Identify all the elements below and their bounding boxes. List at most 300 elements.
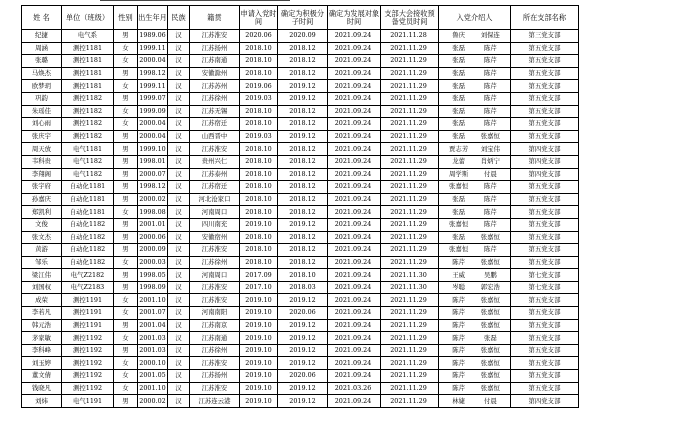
cell-name: 李科峰 xyxy=(22,344,62,357)
cell-probationary-date: 2021.11.29 xyxy=(381,67,439,80)
cell-gender: 女 xyxy=(114,256,138,269)
cell-activist-date: 2019.12 xyxy=(278,332,328,345)
cell-candidate-date: 2021.09.24 xyxy=(328,281,381,294)
cell-introducers xyxy=(439,281,511,294)
cell-apply-date: 2019.10 xyxy=(240,382,278,395)
cell-name: 巩韵 xyxy=(22,92,62,105)
cell-hometown: 江苏宿迁 xyxy=(190,181,240,194)
cell-hometown: 江苏南京 xyxy=(190,319,240,332)
cell-candidate-date: 2021.09.24 xyxy=(328,256,381,269)
cell-probationary-date: 2021.11.29 xyxy=(381,357,439,370)
cell-apply-date: 2018.10 xyxy=(240,118,278,131)
cell-activist-date: 2018.12 xyxy=(278,244,328,257)
cell-hometown: 江苏徐州 xyxy=(190,344,240,357)
table-row xyxy=(22,231,579,244)
cell-birth: 2000.06 xyxy=(138,231,168,244)
header-introducers: 入党介绍人 xyxy=(439,6,511,30)
cell-ethnicity: 汉 xyxy=(168,143,190,156)
cell-birth: 2001.05 xyxy=(138,370,168,383)
header-hometown: 籍贯 xyxy=(190,6,240,30)
cell-hometown: 江苏宿迁 xyxy=(190,118,240,131)
cell-branch: 第五党支部 xyxy=(511,244,579,257)
cell-unit: 自动化1182 xyxy=(62,256,114,269)
table-row xyxy=(22,80,579,93)
cell-apply-date: 2018.10 xyxy=(240,143,278,156)
cell-candidate-date: 2021.09.24 xyxy=(328,67,381,80)
cell-apply-date: 2020.06 xyxy=(240,30,278,43)
introducer-2: 陈芹 xyxy=(483,43,497,52)
cell-branch: 第五党支部 xyxy=(511,80,579,93)
cell-name: 韦科贵 xyxy=(22,155,62,168)
cell-ethnicity: 汉 xyxy=(168,80,190,93)
cell-candidate-date: 2021.09.24 xyxy=(328,395,381,408)
cell-name: 孙嘉庆 xyxy=(22,193,62,206)
cell-gender: 男 xyxy=(114,319,138,332)
cell-apply-date: 2018.10 xyxy=(240,155,278,168)
cell-name: 郑凯利 xyxy=(22,206,62,219)
cell-probationary-date: 2021.11.29 xyxy=(381,80,439,93)
table-row xyxy=(22,395,579,408)
cell-gender: 男 xyxy=(114,143,138,156)
cell-introducers xyxy=(439,256,511,269)
table-row xyxy=(22,244,579,257)
cell-candidate-date: 2021.09.24 xyxy=(328,218,381,231)
cell-birth: 1998.12 xyxy=(138,181,168,194)
cell-activist-date: 2020.06 xyxy=(278,307,328,320)
cell-candidate-date: 2021.09.24 xyxy=(328,193,381,206)
cell-hometown: 江苏淮安 xyxy=(190,382,240,395)
cell-apply-date: 2018.10 xyxy=(240,231,278,244)
cell-branch: 第五党支部 xyxy=(511,307,579,320)
cell-introducers xyxy=(439,244,511,257)
cell-birth: 2001.04 xyxy=(138,319,168,332)
cell-branch: 第五党支部 xyxy=(511,319,579,332)
cell-ethnicity: 汉 xyxy=(168,382,190,395)
cell-candidate-date: 2021.09.24 xyxy=(328,231,381,244)
cell-introducers xyxy=(439,319,511,332)
cell-ethnicity: 汉 xyxy=(168,118,190,131)
cell-gender: 女 xyxy=(114,294,138,307)
cell-probationary-date: 2021.11.29 xyxy=(381,206,439,219)
cell-name: 文俊 xyxy=(22,218,62,231)
cell-birth: 2001.03 xyxy=(138,344,168,357)
cell-apply-date: 2018.10 xyxy=(240,181,278,194)
cell-gender: 女 xyxy=(114,206,138,219)
cell-probationary-date: 2021.11.29 xyxy=(381,55,439,68)
cell-unit: 测控1181 xyxy=(62,80,114,93)
cell-candidate-date: 2021.09.24 xyxy=(328,344,381,357)
introducer-2: 陈芹 xyxy=(483,106,497,115)
cell-activist-date: 2018.12 xyxy=(278,231,328,244)
header-row xyxy=(22,6,579,30)
cell-introducers xyxy=(439,357,511,370)
cell-apply-date: 2019.10 xyxy=(240,307,278,320)
cell-apply-date: 2019.03 xyxy=(240,92,278,105)
cell-birth: 2001.10 xyxy=(138,382,168,395)
header-probationary-date: 支部大会接收预备党员时间 xyxy=(381,6,439,30)
cell-probationary-date: 2021.11.29 xyxy=(381,307,439,320)
cell-probationary-date: 2021.11.29 xyxy=(381,168,439,181)
table-row xyxy=(22,155,579,168)
cell-probationary-date: 2021.11.29 xyxy=(381,231,439,244)
cell-unit: 电气1182 xyxy=(62,155,114,168)
introducer-2: 张嘉恒 xyxy=(480,257,500,266)
table-row xyxy=(22,193,579,206)
cell-probationary-date: 2021.11.28 xyxy=(381,30,439,43)
cell-branch: 第四党支部 xyxy=(511,395,579,408)
cell-introducers xyxy=(439,332,511,345)
cell-hometown: 江苏淮安 xyxy=(190,294,240,307)
cell-candidate-date: 2021.09.24 xyxy=(328,105,381,118)
cell-branch: 第五党支部 xyxy=(511,67,579,80)
header-apply-date: 申请入党时间 xyxy=(240,6,278,30)
cell-hometown: 江苏淮安 xyxy=(190,357,240,370)
cell-gender: 男 xyxy=(114,244,138,257)
cell-probationary-date: 2021.11.29 xyxy=(381,118,439,131)
cell-birth: 1998.09 xyxy=(138,281,168,294)
cell-probationary-date: 2021.11.29 xyxy=(381,244,439,257)
cell-hometown: 江苏淮安 xyxy=(190,30,240,43)
cell-introducers xyxy=(439,30,511,43)
cell-hometown: 安徽滁州 xyxy=(190,67,240,80)
cell-apply-date: 2018.10 xyxy=(240,67,278,80)
introducer-1: 周学斯 xyxy=(449,169,469,178)
introducer-1: 龙蕾 xyxy=(452,157,466,166)
cell-probationary-date: 2021.11.30 xyxy=(381,281,439,294)
cell-probationary-date: 2021.11.29 xyxy=(381,344,439,357)
cell-branch: 第五党支部 xyxy=(511,181,579,194)
introducer-2: 陈芹 xyxy=(483,119,497,128)
cell-probationary-date: 2021.11.29 xyxy=(381,395,439,408)
introducer-1: 陈芹 xyxy=(452,383,466,392)
cell-branch: 第五党支部 xyxy=(511,118,579,131)
cell-branch: 第五党支部 xyxy=(511,218,579,231)
table-row xyxy=(22,55,579,68)
cell-apply-date: 2019.10 xyxy=(240,344,278,357)
cell-activist-date: 2018.10 xyxy=(278,269,328,282)
introducer-1: 张嘉恒 xyxy=(449,245,469,254)
table-row xyxy=(22,269,579,282)
cell-activist-date: 2020.09 xyxy=(278,30,328,43)
cell-probationary-date: 2021.11.30 xyxy=(381,269,439,282)
header-candidate-date: 确定为发展对象时间 xyxy=(328,6,381,30)
introducer-1: 张磊 xyxy=(452,207,466,216)
cell-unit: 电气1182 xyxy=(62,168,114,181)
cell-activist-date: 2019.12 xyxy=(278,382,328,395)
cell-introducers xyxy=(439,92,511,105)
cell-ethnicity: 汉 xyxy=(168,269,190,282)
cell-hometown: 四川南充 xyxy=(190,218,240,231)
introducer-1: 张磊 xyxy=(452,81,466,90)
cell-name: 刘心雨 xyxy=(22,118,62,131)
cell-name: 刘炜 xyxy=(22,395,62,408)
cell-birth: 1998.08 xyxy=(138,206,168,219)
cell-branch: 第四党支部 xyxy=(511,168,579,181)
cell-unit: 电气Z2182 xyxy=(62,269,114,282)
table-row xyxy=(22,143,579,156)
header-branch: 所在支部名称 xyxy=(511,6,579,30)
cell-unit: 测控1181 xyxy=(62,42,114,55)
cell-activist-date: 2018.12 xyxy=(278,155,328,168)
cell-candidate-date: 2021.09.24 xyxy=(328,269,381,282)
introducer-2: 陈芹 xyxy=(483,182,497,191)
cell-birth: 1998.12 xyxy=(138,67,168,80)
cell-candidate-date: 2021.09.24 xyxy=(328,294,381,307)
header-gender: 性别 xyxy=(114,6,138,30)
cell-gender: 男 xyxy=(114,168,138,181)
cell-activist-date: 2020.06 xyxy=(278,370,328,383)
cell-introducers xyxy=(439,130,511,143)
cell-ethnicity: 汉 xyxy=(168,370,190,383)
cell-unit: 测控1192 xyxy=(62,370,114,383)
cell-unit: 自动化1182 xyxy=(62,244,114,257)
cell-activist-date: 2018.12 xyxy=(278,256,328,269)
introducer-2: 张嘉恒 xyxy=(480,346,500,355)
cell-gender: 女 xyxy=(114,105,138,118)
cell-apply-date: 2019.10 xyxy=(240,395,278,408)
introducer-2: 陈芹 xyxy=(483,56,497,65)
cell-probationary-date: 2021.11.29 xyxy=(381,256,439,269)
cell-birth: 2001.01 xyxy=(138,218,168,231)
cell-branch: 第七党支部 xyxy=(511,281,579,294)
cell-ethnicity: 汉 xyxy=(168,294,190,307)
cell-branch: 第五党支部 xyxy=(511,344,579,357)
cell-birth: 2000.10 xyxy=(138,357,168,370)
introducer-2: 张嘉恒 xyxy=(480,308,500,317)
table-row xyxy=(22,344,579,357)
introducer-2: 张嘉恒 xyxy=(480,358,500,367)
introducer-1: 陈芹 xyxy=(452,333,466,342)
cell-ethnicity: 汉 xyxy=(168,319,190,332)
cell-birth: 2000.09 xyxy=(138,244,168,257)
cell-activist-date: 2018.12 xyxy=(278,193,328,206)
cell-introducers xyxy=(439,181,511,194)
cell-probationary-date: 2021.11.29 xyxy=(381,143,439,156)
cell-branch: 第五党支部 xyxy=(511,130,579,143)
cell-candidate-date: 2021.09.24 xyxy=(328,370,381,383)
cell-branch: 第四党支部 xyxy=(511,143,579,156)
introducer-2: 陈芹 xyxy=(483,220,497,229)
cell-activist-date: 2018.12 xyxy=(278,143,328,156)
cell-introducers xyxy=(439,344,511,357)
cell-probationary-date: 2021.11.29 xyxy=(381,181,439,194)
cell-name: 董文倩 xyxy=(22,370,62,383)
table-row xyxy=(22,307,579,320)
cell-introducers xyxy=(439,382,511,395)
cell-probationary-date: 2021.11.29 xyxy=(381,218,439,231)
introducer-2: 张嘉恒 xyxy=(480,383,500,392)
cell-birth: 1999.11 xyxy=(138,42,168,55)
cell-gender: 男 xyxy=(114,92,138,105)
cell-ethnicity: 汉 xyxy=(168,231,190,244)
cell-introducers xyxy=(439,118,511,131)
header-ethnicity: 民族 xyxy=(168,6,190,30)
cell-unit: 测控1181 xyxy=(62,67,114,80)
cell-activist-date: 2018.12 xyxy=(278,206,328,219)
introducer-2: 郭宏浩 xyxy=(480,283,500,292)
cell-branch: 第五党支部 xyxy=(511,92,579,105)
introducer-2: 陈芹 xyxy=(483,69,497,78)
cell-branch: 第三党支部 xyxy=(511,30,579,43)
introducer-2: 张嘉恒 xyxy=(480,232,500,241)
table-row xyxy=(22,181,579,194)
cell-candidate-date: 2021.09.24 xyxy=(328,80,381,93)
cell-branch: 第五党支部 xyxy=(511,42,579,55)
introducer-1: 张磊 xyxy=(452,119,466,128)
table-row xyxy=(22,92,579,105)
cell-ethnicity: 汉 xyxy=(168,42,190,55)
introducer-2: 张嘉恒 xyxy=(480,132,500,141)
cell-birth: 2001.07 xyxy=(138,307,168,320)
cell-name: 马焕杰 xyxy=(22,67,62,80)
cell-gender: 女 xyxy=(114,55,138,68)
cell-ethnicity: 汉 xyxy=(168,181,190,194)
cell-apply-date: 2019.03 xyxy=(240,130,278,143)
cell-candidate-date: 2021.09.24 xyxy=(328,307,381,320)
cell-apply-date: 2018.10 xyxy=(240,55,278,68)
introducer-1: 陈芹 xyxy=(452,308,466,317)
cell-introducers xyxy=(439,168,511,181)
table-row xyxy=(22,67,579,80)
cell-name: 欧梦玥 xyxy=(22,80,62,93)
cell-gender: 男 xyxy=(114,269,138,282)
table-row xyxy=(22,370,579,383)
cell-hometown: 河北沧家口 xyxy=(190,193,240,206)
cell-ethnicity: 汉 xyxy=(168,307,190,320)
cell-unit: 测控1181 xyxy=(62,55,114,68)
introducer-2: 陈芹 xyxy=(483,195,497,204)
introducer-2: 付晨 xyxy=(483,169,497,178)
cell-apply-date: 2019.10 xyxy=(240,319,278,332)
cell-apply-date: 2019.10 xyxy=(240,332,278,345)
cell-unit: 测控1191 xyxy=(62,307,114,320)
introducer-2: 陈芹 xyxy=(483,94,497,103)
cell-introducers xyxy=(439,231,511,244)
introducer-2: 张嘉恒 xyxy=(480,295,500,304)
cell-gender: 男 xyxy=(114,181,138,194)
introducer-2: 付晨 xyxy=(483,396,497,405)
table-row xyxy=(22,30,579,43)
cell-gender: 男 xyxy=(114,155,138,168)
cell-ethnicity: 汉 xyxy=(168,206,190,219)
cell-branch: 第五党支部 xyxy=(511,193,579,206)
introducer-1: 王威 xyxy=(452,270,466,279)
cell-unit: 测控1192 xyxy=(62,332,114,345)
cell-probationary-date: 2021.11.29 xyxy=(381,193,439,206)
cell-activist-date: 2019.12 xyxy=(278,218,328,231)
cell-name: 钱晓凡 xyxy=(22,382,62,395)
cell-introducers xyxy=(439,55,511,68)
cell-hometown: 江苏扬州 xyxy=(190,42,240,55)
cell-introducers xyxy=(439,206,511,219)
introducer-2: 肖炳宁 xyxy=(480,157,500,166)
cell-name: 黄游 xyxy=(22,244,62,257)
cell-activist-date: 2019.12 xyxy=(278,319,328,332)
cell-unit: 测控1192 xyxy=(62,344,114,357)
cell-gender: 女 xyxy=(114,332,138,345)
cell-probationary-date: 2021.11.29 xyxy=(381,130,439,143)
cell-unit: 测控1192 xyxy=(62,382,114,395)
cell-ethnicity: 汉 xyxy=(168,105,190,118)
cell-gender: 男 xyxy=(114,30,138,43)
cell-hometown: 江苏淮安 xyxy=(190,143,240,156)
cell-hometown: 河南南阳 xyxy=(190,307,240,320)
cell-unit: 自动化1181 xyxy=(62,193,114,206)
cell-introducers xyxy=(439,143,511,156)
cell-birth: 2000.02 xyxy=(138,395,168,408)
cell-unit: 测控1182 xyxy=(62,105,114,118)
cell-unit: 电气1191 xyxy=(62,395,114,408)
cell-birth: 1999.11 xyxy=(138,80,168,93)
cell-ethnicity: 汉 xyxy=(168,30,190,43)
cell-gender: 女 xyxy=(114,357,138,370)
cell-gender: 女 xyxy=(114,382,138,395)
cell-ethnicity: 汉 xyxy=(168,218,190,231)
introducer-2: 陈芹 xyxy=(483,207,497,216)
cell-birth: 1998.05 xyxy=(138,269,168,282)
cell-ethnicity: 汉 xyxy=(168,92,190,105)
cell-introducers xyxy=(439,307,511,320)
introducer-1: 陈芹 xyxy=(452,346,466,355)
cell-probationary-date: 2021.11.29 xyxy=(381,382,439,395)
cell-introducers xyxy=(439,80,511,93)
cell-name: 周天放 xyxy=(22,143,62,156)
cell-candidate-date: 2021.09.24 xyxy=(328,244,381,257)
cell-gender: 男 xyxy=(114,130,138,143)
cell-name: 邹乐 xyxy=(22,256,62,269)
cell-probationary-date: 2021.11.29 xyxy=(381,319,439,332)
cell-birth: 2000.04 xyxy=(138,55,168,68)
cell-birth: 1998.01 xyxy=(138,155,168,168)
cell-candidate-date: 2021.09.24 xyxy=(328,30,381,43)
cell-introducers xyxy=(439,193,511,206)
cell-hometown: 江苏南通 xyxy=(190,55,240,68)
introducer-1: 张磊 xyxy=(452,195,466,204)
cell-candidate-date: 2021.09.24 xyxy=(328,55,381,68)
cell-hometown: 江苏徐州 xyxy=(190,92,240,105)
cell-introducers xyxy=(439,218,511,231)
cell-activist-date: 2018.12 xyxy=(278,67,328,80)
introducer-1: 张磊 xyxy=(452,56,466,65)
introducer-1: 张磊 xyxy=(452,94,466,103)
cell-ethnicity: 汉 xyxy=(168,357,190,370)
cell-name: 李翔阁 xyxy=(22,168,62,181)
cell-hometown: 安徽宿州 xyxy=(190,231,240,244)
cell-probationary-date: 2021.11.29 xyxy=(381,92,439,105)
cell-introducers xyxy=(439,269,511,282)
cell-birth: 2000.04 xyxy=(138,118,168,131)
cell-gender: 男 xyxy=(114,193,138,206)
cell-name: 纪捷 xyxy=(22,30,62,43)
header-name: 姓 名 xyxy=(22,6,62,30)
cell-activist-date: 2018.12 xyxy=(278,105,328,118)
cell-ethnicity: 汉 xyxy=(168,244,190,257)
table-row xyxy=(22,206,579,219)
cell-hometown: 江苏连云港 xyxy=(190,395,240,408)
cell-ethnicity: 汉 xyxy=(168,193,190,206)
cell-birth: 1999.09 xyxy=(138,105,168,118)
cell-name: 刘国权 xyxy=(22,281,62,294)
cell-gender: 女 xyxy=(114,307,138,320)
cell-name: 张庆宇 xyxy=(22,130,62,143)
cell-hometown: 河南周口 xyxy=(190,206,240,219)
cell-gender: 女 xyxy=(114,370,138,383)
cell-hometown: 江苏徐州 xyxy=(190,256,240,269)
introducer-1: 鲁庆 xyxy=(452,31,466,40)
table-row xyxy=(22,256,579,269)
cell-ethnicity: 汉 xyxy=(168,130,190,143)
cell-candidate-date: 2021.09.24 xyxy=(328,181,381,194)
